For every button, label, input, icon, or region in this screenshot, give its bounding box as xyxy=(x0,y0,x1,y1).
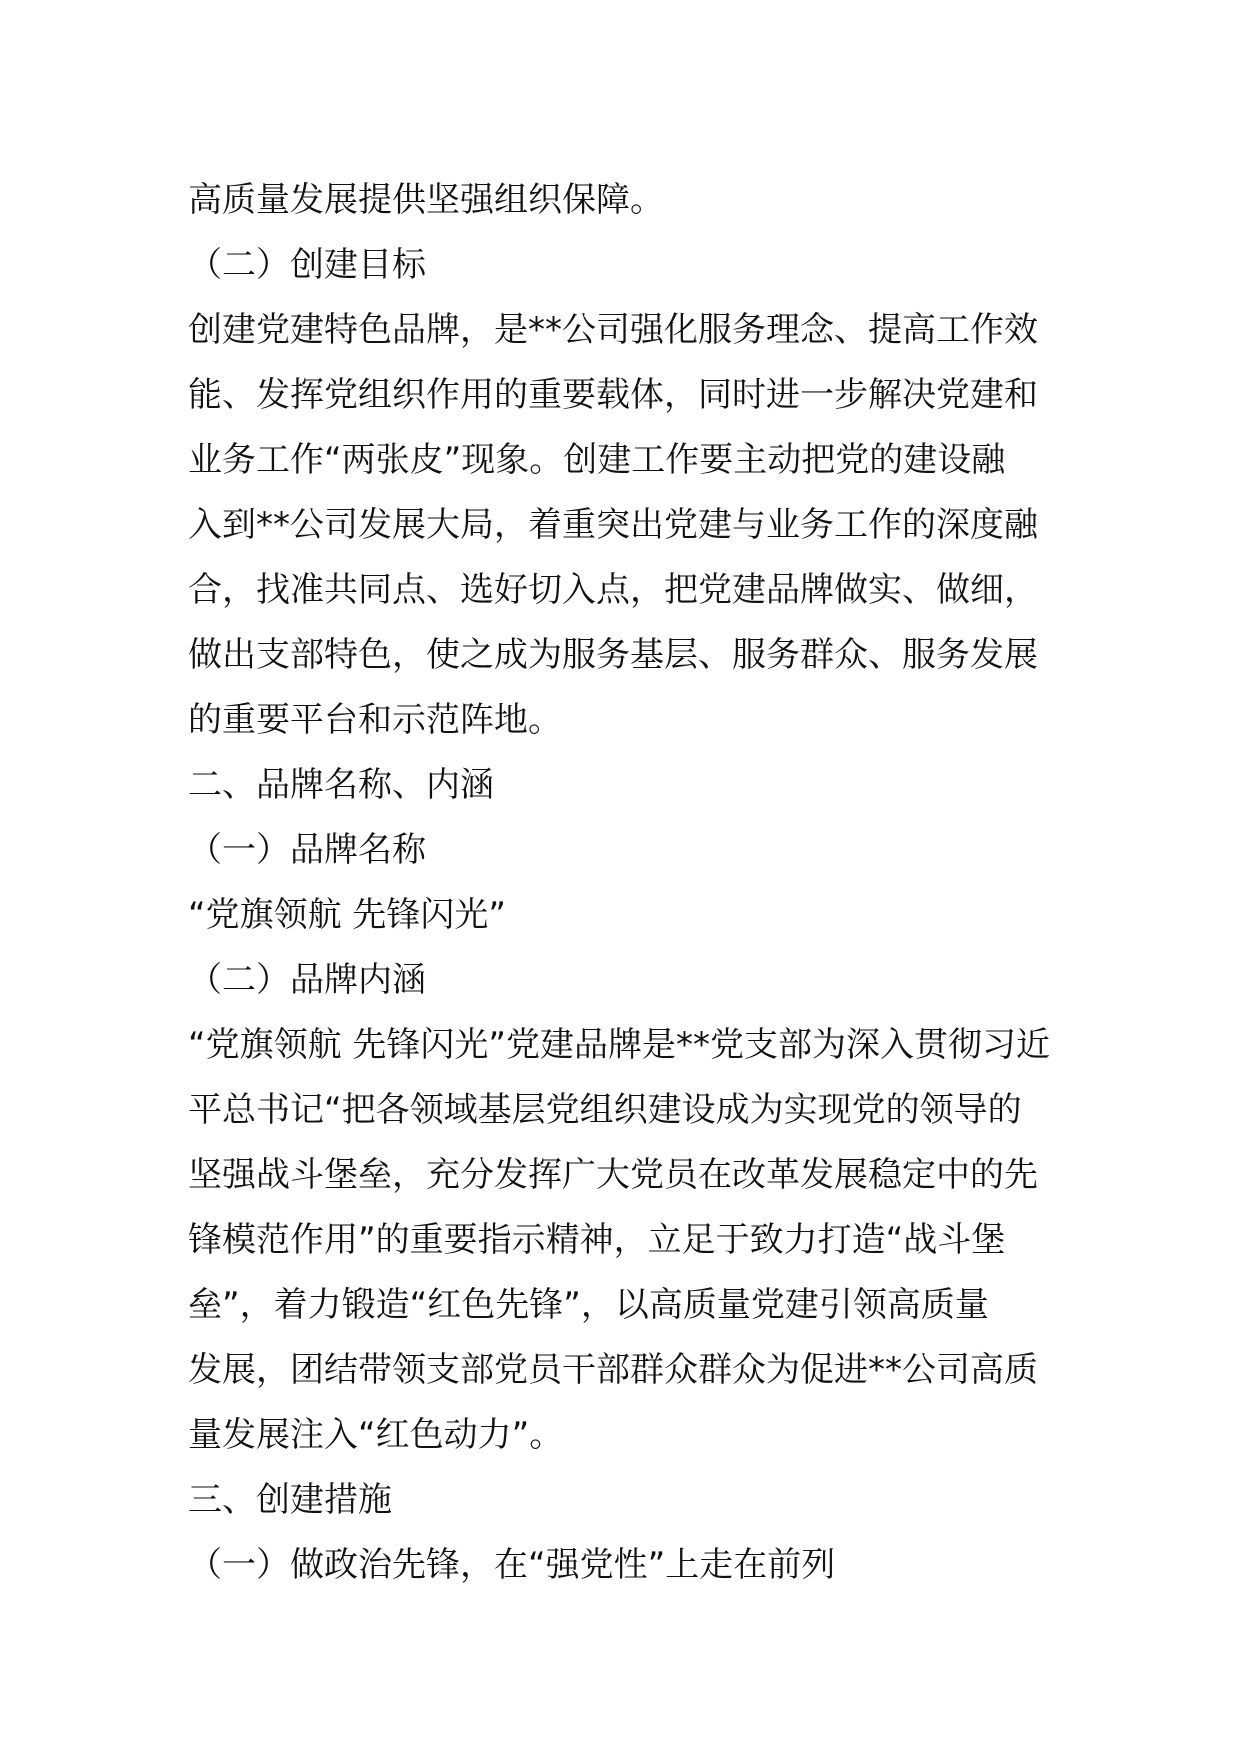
body-line-1: 高质量发展提供坚强组织保障。 xyxy=(188,180,664,220)
section-heading-brand-name-connotation: 二、品牌名称、内涵 xyxy=(188,765,494,805)
body-line-5: 业务工作“两张皮”现象。创建工作要主动把党的建设融 xyxy=(188,440,1006,480)
body-line-14: “党旗领航 先锋闪光”党建品牌是**党支部为深入贯彻习近 xyxy=(188,1025,1051,1065)
section-heading-creation-measures: 三、创建措施 xyxy=(188,1480,392,1520)
section-subheading-political-pioneer: （一）做政治先锋，在“强党性”上走在前列 xyxy=(188,1545,836,1585)
body-line-7: 合，找准共同点、选好切入点，把党建品牌做实、做细， xyxy=(188,570,1038,610)
document-body xyxy=(188,168,1058,1598)
body-line-20: 量发展注入“红色动力”。 xyxy=(188,1415,564,1455)
body-line-16: 坚强战斗堡垒，充分发挥广大党员在改革发展稳定中的先 xyxy=(188,1155,1038,1195)
body-line-15: 平总书记“把各领域基层党组织建设成为实现党的领导的 xyxy=(188,1090,1022,1130)
section-subheading-brand-name: （一）品牌名称 xyxy=(188,830,426,870)
brand-name-text: “党旗领航 先锋闪光” xyxy=(188,895,507,935)
body-line-9: 的重要平台和示范阵地。 xyxy=(188,700,562,740)
body-line-8: 做出支部特色，使之成为服务基层、服务群众、服务发展 xyxy=(188,635,1038,675)
section-subheading-brand-connotation: （二）品牌内涵 xyxy=(188,960,426,1000)
body-line-18: 垒”，着力锻造“红色先锋”，以高质量党建引领高质量 xyxy=(188,1285,989,1325)
body-line-17: 锋模范作用”的重要指示精神，立足于致力打造“战斗堡 xyxy=(188,1220,1006,1260)
body-line-19: 发展，团结带领支部党员干部群众群众为促进**公司高质 xyxy=(188,1350,1038,1390)
body-line-6: 入到**公司发展大局，着重突出党建与业务工作的深度融 xyxy=(188,505,1038,545)
body-line-4: 能、发挥党组织作用的重要载体，同时进一步解决党建和 xyxy=(188,375,1038,415)
body-line-3: 创建党建特色品牌，是**公司强化服务理念、提高工作效 xyxy=(188,310,1038,350)
section-subheading-creation-goal: （二）创建目标 xyxy=(188,245,426,285)
